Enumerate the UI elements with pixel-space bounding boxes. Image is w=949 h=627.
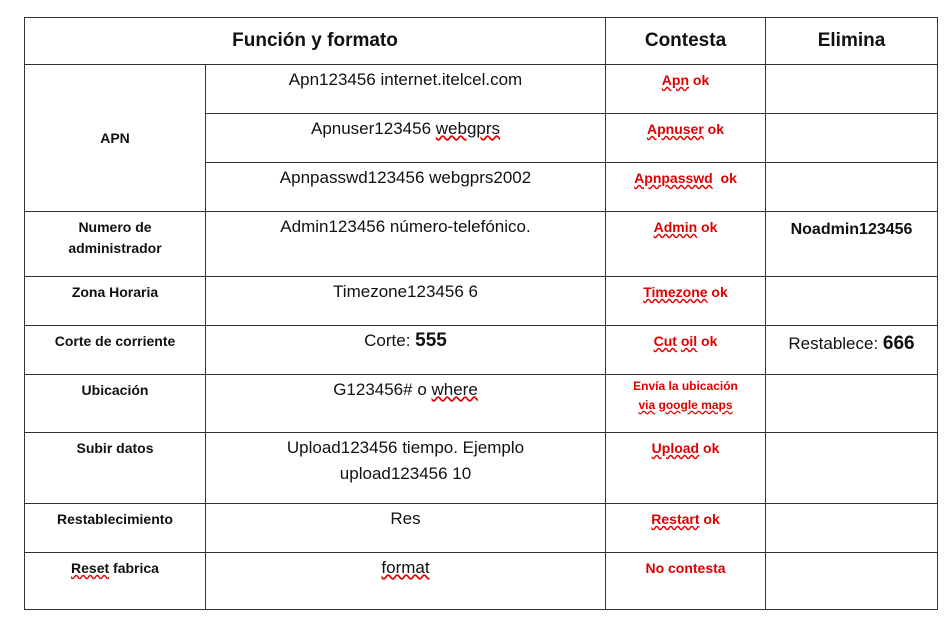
row-label-ubicacion: Ubicación bbox=[25, 375, 206, 433]
del-apnpasswd bbox=[766, 163, 938, 212]
row-label-corte: Corte de corriente bbox=[25, 326, 206, 375]
table-row bbox=[25, 212, 938, 277]
ans-line: Envía la ubicación bbox=[633, 379, 738, 393]
ans-keyword: Admin bbox=[653, 219, 698, 235]
cmd-zona: Timezone123456 6 bbox=[206, 277, 606, 326]
ans-suffix: ok bbox=[707, 284, 728, 300]
cmd-line: Upload123456 tiempo. Ejemplo bbox=[286, 438, 525, 457]
ans-keyword: Restart bbox=[651, 511, 700, 527]
del-restablecimiento bbox=[766, 504, 938, 553]
cmd-corte bbox=[206, 326, 606, 375]
ans-zona bbox=[606, 277, 766, 326]
del-ubicacion bbox=[766, 375, 938, 433]
ans-suffix: ok bbox=[699, 511, 720, 527]
cmd-keyword: where bbox=[431, 380, 478, 399]
cmd-text: Apnuser123456 bbox=[310, 119, 436, 138]
del-reset bbox=[766, 553, 938, 610]
del-corte bbox=[766, 326, 938, 375]
del-zona bbox=[766, 277, 938, 326]
del-apn bbox=[766, 65, 938, 114]
cmd-apnuser bbox=[206, 114, 606, 163]
ans-suffix: ok bbox=[699, 440, 720, 456]
table-row bbox=[25, 504, 938, 553]
ans-line bbox=[606, 396, 765, 415]
row-label-restablecimiento: Restablecimiento bbox=[25, 504, 206, 553]
ans-keyword: oil bbox=[680, 333, 698, 349]
cmd-reset bbox=[206, 553, 606, 610]
ans-suffix: ok bbox=[712, 170, 737, 186]
ans-ubicacion bbox=[606, 375, 766, 433]
header-funcion: Función y formato bbox=[25, 18, 606, 65]
table-row bbox=[25, 326, 938, 375]
cmd-text: Corte: bbox=[364, 331, 416, 350]
row-label-reset bbox=[25, 553, 206, 610]
row-label-admin: Numero de administrador bbox=[25, 212, 206, 277]
ans-apnuser bbox=[606, 114, 766, 163]
ans-corte bbox=[606, 326, 766, 375]
ans-keyword: Apn bbox=[661, 72, 689, 88]
cmd-keyword: webgprs bbox=[435, 119, 501, 138]
cmd-number: 555 bbox=[415, 330, 447, 351]
cmd-restablecimiento: Res bbox=[206, 504, 606, 553]
header-elimina: Elimina bbox=[766, 18, 938, 65]
ans-keyword: Apnuser bbox=[647, 121, 704, 137]
del-text: Restablece: bbox=[788, 334, 883, 353]
ans-admin bbox=[606, 212, 766, 277]
table-row bbox=[25, 433, 938, 504]
table-row bbox=[25, 65, 938, 114]
del-admin: Noadmin123456 bbox=[766, 212, 938, 277]
ans-apn bbox=[606, 65, 766, 114]
ans-restablecimiento bbox=[606, 504, 766, 553]
ans-keyword: google maps bbox=[658, 398, 733, 412]
del-subir bbox=[766, 433, 938, 504]
row-label-zona: Zona Horaria bbox=[25, 277, 206, 326]
ans-keyword: Upload bbox=[651, 440, 700, 456]
cmd-text: G123456# o bbox=[333, 380, 432, 399]
cmd-keyword: format bbox=[381, 558, 430, 577]
row-label-subir: Subir datos bbox=[25, 433, 206, 504]
table-row bbox=[25, 553, 938, 610]
ans-keyword: Cut bbox=[653, 333, 677, 349]
ans-suffix: ok bbox=[703, 121, 725, 137]
cmd-apnpasswd: Apnpasswd123456 webgprs2002 bbox=[206, 163, 606, 212]
del-apnuser bbox=[766, 114, 938, 163]
table-row bbox=[25, 277, 938, 326]
ans-apnpasswd bbox=[606, 163, 766, 212]
del-number: 666 bbox=[882, 333, 915, 354]
header-contesta: Contesta bbox=[606, 18, 766, 65]
ans-suffix: ok bbox=[697, 333, 718, 349]
table-row bbox=[25, 375, 938, 433]
cmd-line: upload123456 10 bbox=[339, 464, 472, 483]
label-suffix: fabrica bbox=[109, 560, 159, 576]
label-keyword: Reset bbox=[71, 560, 110, 576]
ans-keyword: Timezone bbox=[643, 284, 708, 300]
ans-reset: No contesta bbox=[606, 553, 766, 610]
ans-subir bbox=[606, 433, 766, 504]
ans-suffix: ok bbox=[689, 72, 710, 88]
commands-table bbox=[24, 17, 938, 610]
cmd-admin: Admin123456 número-telefónico. bbox=[206, 212, 606, 277]
row-label-apn: APN bbox=[25, 65, 206, 212]
ans-suffix: ok bbox=[697, 219, 718, 235]
ans-keyword: Apnpasswd bbox=[634, 170, 713, 186]
ans-keyword: via bbox=[638, 398, 656, 412]
cmd-subir bbox=[206, 433, 606, 504]
header-row bbox=[25, 18, 938, 65]
cmd-ubicacion bbox=[206, 375, 606, 433]
cmd-apn: Apn123456 internet.itelcel.com bbox=[206, 65, 606, 114]
